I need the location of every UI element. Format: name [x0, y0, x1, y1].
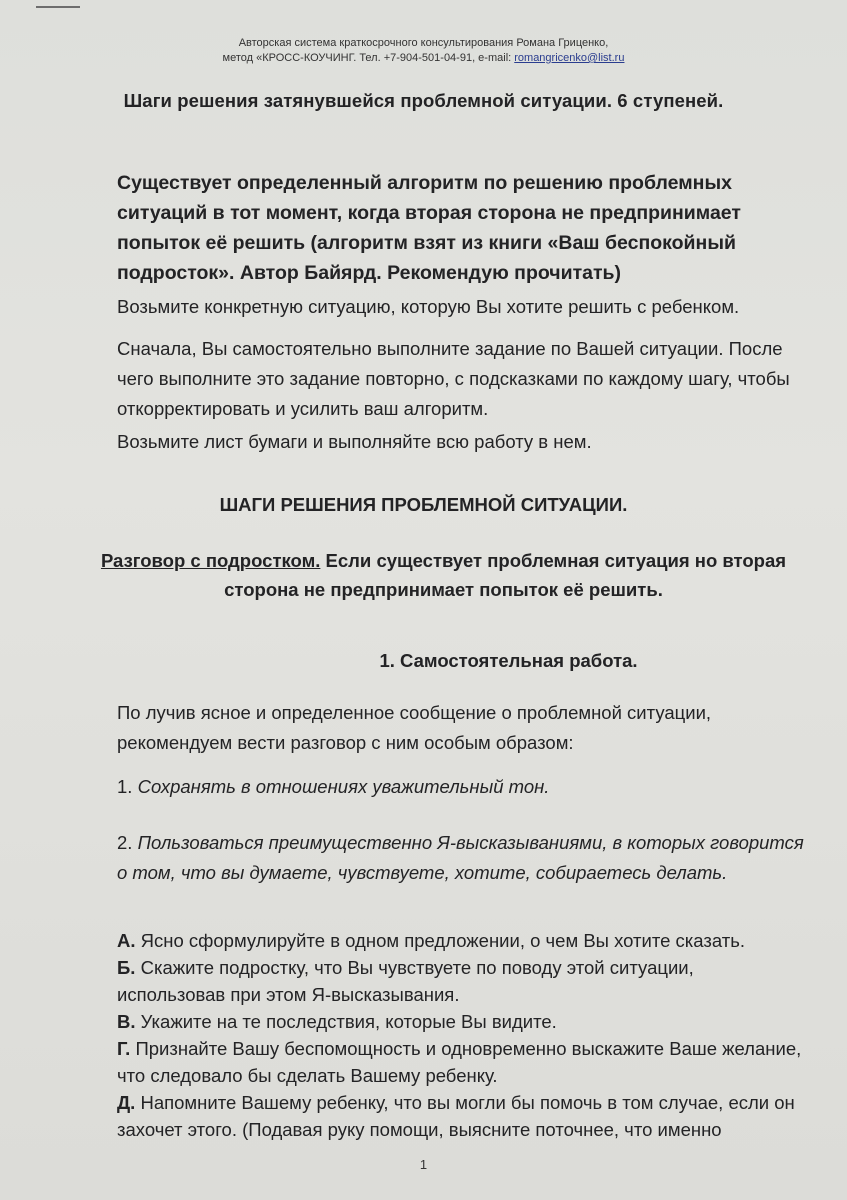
email-link[interactable]: romangricenko@list.ru [514, 52, 625, 64]
list-item-text: Укажите на те последствия, которые Вы видите. [135, 1011, 557, 1032]
page-number: 1 [419, 1157, 428, 1172]
list-item [117, 1089, 807, 1143]
talk-heading [80, 546, 807, 604]
list-item-letter: Д. [117, 1092, 136, 1113]
paragraph-2: Сначала, Вы самостоятельно выполните задание по Вашей ситуации. После чего выполните это задание повторно, с подсказками по каждому шагу, чтобы откорректировать и усилить ваш алгоритм. [117, 338, 790, 419]
paragraph-3: Возьмите лист бумаги и выполняйте всю работу в нем. [117, 431, 592, 452]
list-item-letter: А. [117, 930, 136, 951]
list-item [117, 927, 807, 954]
rule-1-number: 1. [117, 776, 138, 797]
list-item-text: Напомните Вашему ребенку, что вы могли бы помочь в том случае, если он захочет этого. (Подавая руку помощи, выясните поточнее, что именно [117, 1092, 795, 1140]
rule-1-text: Сохранять в отношениях уважительный тон. [137, 776, 550, 797]
list-item-letter: В. [117, 1011, 136, 1032]
list-item-text: Признайте Вашу беспомощность и одновременно выскажите Ваше желание, что следовало бы сделать Вашему ребенку. [117, 1038, 802, 1086]
header-line-1: Авторская система краткосрочного консультирования Романа Гриценко, [238, 37, 609, 49]
steps-list [117, 927, 807, 1143]
header-line-2 [0, 51, 847, 66]
list-item [117, 954, 807, 1008]
page-title: Шаги решения затянувшейся проблемной ситуации. 6 ступеней. [123, 90, 724, 111]
paragraph-4: По лучив ясное и определенное сообщение о проблемной ситуации, рекомендуем вести разговор с ним особым образом: [117, 702, 712, 753]
intro-paragraph: Существует определенный алгоритм по решению проблемных ситуаций в тот момент, когда вторая сторона не предпринимает попыток её решить (алгоритм взят из книги «Ваш беспокойный подросток». Автор Байярд. Рекомендую прочитать) [117, 172, 741, 284]
rule-2-number: 2. [117, 832, 138, 853]
list-item-text: Скажите подростку, что Вы чувствуете по поводу этой ситуации, использовав при этом Я-высказывания. [117, 957, 694, 1005]
list-item-letter: Б. [117, 957, 136, 978]
talk-heading-underlined: Разговор с подростком. [100, 550, 321, 571]
list-item [117, 1008, 807, 1035]
list-item [117, 1035, 807, 1089]
rule-1 [117, 772, 807, 802]
list-item-text: Ясно сформулируйте в одном предложении, о чем Вы хотите сказать. [135, 930, 745, 951]
talk-heading-rest: Если существует проблемная ситуация но вторая сторона не предпринимает попыток её решить. [224, 550, 787, 600]
paragraph-1: Возьмите конкретную ситуацию, которую Вы хотите решить с ребенком. [117, 296, 740, 317]
corner-mark [36, 6, 80, 8]
step-1-heading: 1. Самостоятельная работа. [379, 650, 638, 671]
rule-2-text: Пользоваться преимущественно Я-высказываниями, в которых говорится о том, что вы думаете, чувствуете, хотите, собираетесь делать. [117, 832, 804, 883]
page-header [0, 36, 847, 66]
section-title: ШАГИ РЕШЕНИЯ ПРОБЛЕМНОЙ СИТУАЦИИ. [219, 494, 628, 515]
rule-2 [117, 828, 807, 888]
header-contact: метод «КРОСС-КОУЧИНГ. Тел. +7-904-501-04-91, e-mail: [222, 52, 515, 64]
list-item-letter: Г. [117, 1038, 131, 1059]
